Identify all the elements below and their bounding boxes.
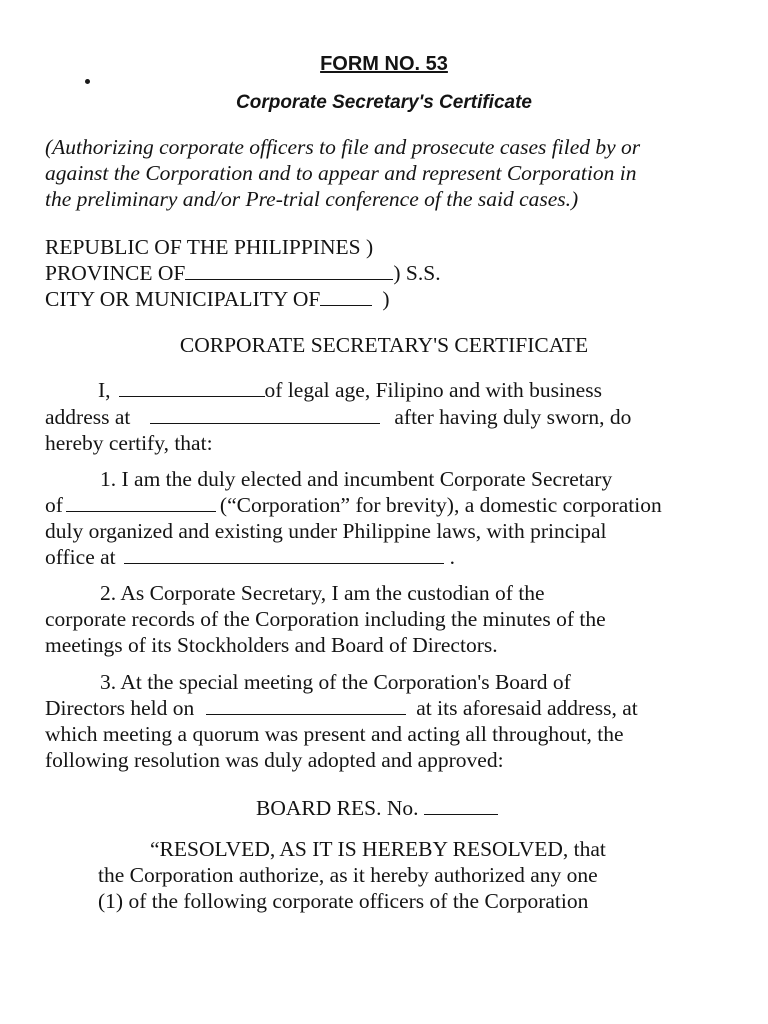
- item1-corp-brevity: (“Corporation” for brevity), a domestic corporation: [219, 493, 662, 517]
- corporation-name-blank: [66, 493, 216, 512]
- item2-line-3: meetings of its Stockholders and Board of Directors.: [45, 633, 498, 657]
- address-blank: [150, 405, 380, 424]
- certificate-title: CORPORATE SECRETARY'S CERTIFICATE: [179, 333, 589, 357]
- item2-line-1: 2. As Corporate Secretary, I am the custodian of the: [100, 581, 545, 605]
- principal-office-blank: [124, 545, 444, 564]
- intro-line-2: [45, 404, 631, 430]
- venue-republic: REPUBLIC OF THE PHILIPPINES ): [45, 235, 374, 259]
- board-res-line: [256, 795, 498, 821]
- stray-dot-mark: [85, 79, 90, 84]
- venue-province-tail: ) S.S.: [393, 261, 441, 285]
- intro-i: I,: [98, 378, 111, 402]
- venue-province-label: PROVINCE OF: [45, 261, 186, 285]
- item1-office-at: office at: [45, 545, 116, 569]
- form-number-heading: FORM NO. 53: [320, 53, 448, 75]
- item1-of: of: [45, 493, 63, 517]
- item3-line-2: [45, 695, 638, 721]
- item3-line-4: following resolution was duly adopted and approved:: [45, 748, 504, 772]
- item3-held-on: Directors held on: [45, 696, 195, 720]
- resolution-line-1: “RESOLVED, AS IT IS HEREBY RESOLVED, that: [150, 837, 606, 861]
- resolution-line-3: (1) of the following corporate officers of the Corporation: [98, 889, 589, 913]
- intro-line-3: hereby certify, that:: [45, 431, 213, 455]
- item1-line-3: duly organized and existing under Philippine laws, with principal: [45, 519, 607, 543]
- description-line-2: against the Corporation and to appear and represent Corporation in: [45, 161, 637, 185]
- item3-line-1: 3. At the special meeting of the Corporation's Board of: [100, 670, 571, 694]
- board-res-label: BOARD RES. No.: [256, 796, 419, 820]
- intro-legal-age: of legal age, Filipino and with business: [264, 378, 602, 402]
- venue-province: [45, 260, 441, 286]
- intro-address-at: address at: [45, 405, 131, 429]
- city-blank: [320, 287, 372, 306]
- board-res-number-blank: [424, 796, 498, 815]
- item1-line-4: [45, 544, 455, 570]
- item1-line-1: 1. I am the duly elected and incumbent Corporate Secretary: [100, 467, 613, 491]
- item2-line-2: corporate records of the Corporation including the minutes of the: [45, 607, 606, 631]
- venue-city: [45, 286, 390, 312]
- name-blank: [119, 378, 265, 397]
- item3-line-3: which meeting a quorum was present and acting all throughout, the: [45, 722, 624, 746]
- item3-aforesaid: at its aforesaid address, at: [416, 696, 638, 720]
- province-blank: [185, 261, 393, 280]
- meeting-date-blank: [206, 696, 406, 715]
- intro-line-1: [98, 377, 718, 403]
- form-subtitle: Corporate Secretary's Certificate: [236, 92, 532, 113]
- intro-after-sworn: after having duly sworn, do: [394, 405, 632, 429]
- item1-period: .: [449, 545, 456, 569]
- venue-city-label: CITY OR MUNICIPALITY OF: [45, 287, 321, 311]
- venue-city-tail: ): [382, 287, 390, 311]
- description-line-1: (Authorizing corporate officers to file and prosecute cases filed by or: [45, 135, 641, 159]
- item1-line-2: [45, 492, 662, 518]
- description-line-3: the preliminary and/or Pre-trial conference of the said cases.): [45, 187, 579, 211]
- resolution-line-2: the Corporation authorize, as it hereby authorized any one: [98, 863, 598, 887]
